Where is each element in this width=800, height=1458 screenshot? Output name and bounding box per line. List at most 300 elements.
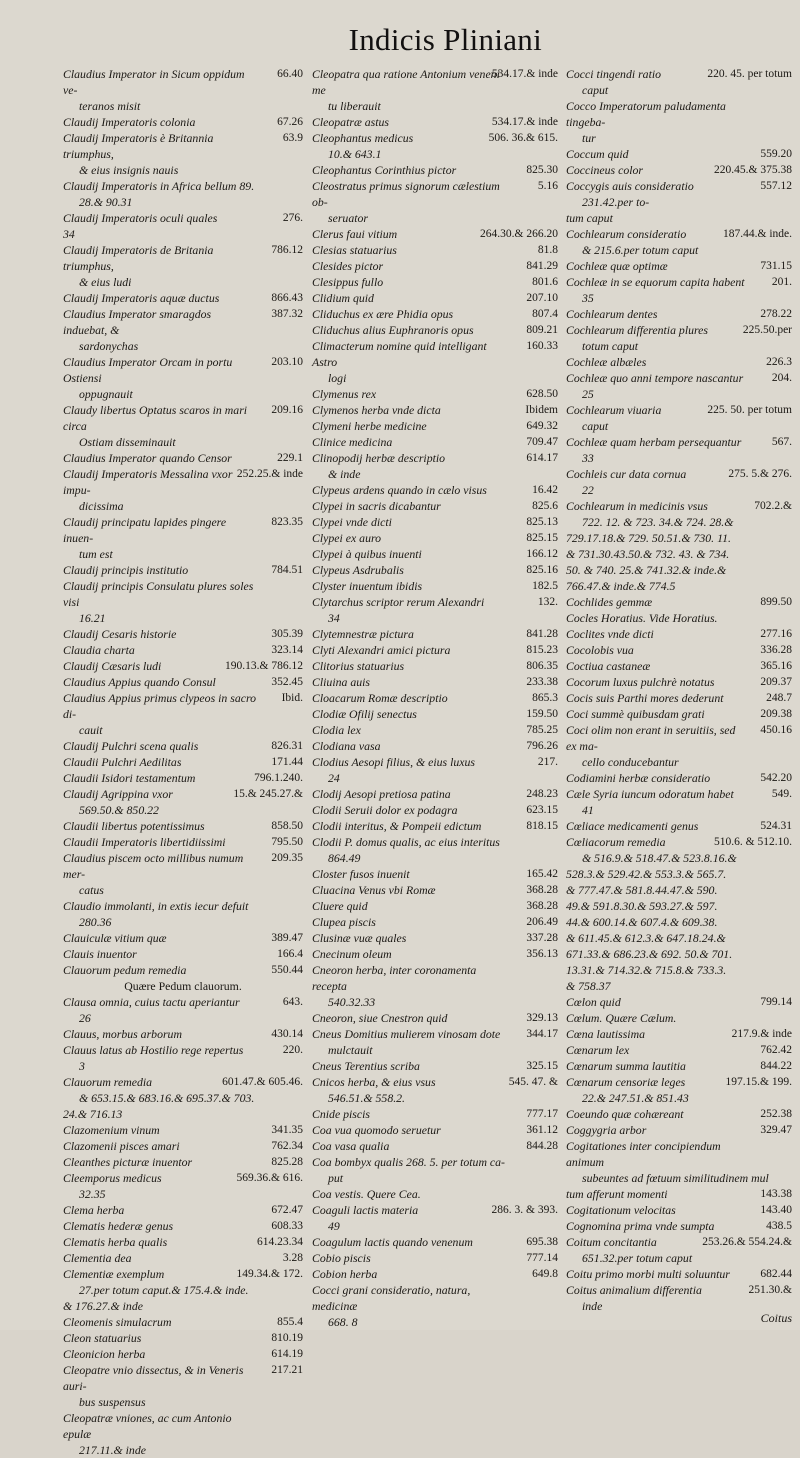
entry-continuation: 217.11.& inde — [79, 1443, 146, 1457]
entry-page-ref: 866.43 — [271, 292, 303, 304]
index-entry — [63, 1122, 303, 1138]
entry-text: Clusinæ vuæ quales — [312, 931, 407, 945]
entry-page-ref: 557.12 — [760, 180, 792, 192]
entry-page-ref: 252.25.& inde — [236, 468, 303, 480]
entry-page-ref: 825.6 — [532, 500, 558, 512]
entry-text: Cneus Domitius mulierem vinosam dote — [312, 1027, 501, 1041]
entry-continuation: 280.36 — [79, 915, 112, 929]
entry-text: Claudij Imperatoris Messalina vxor impu- — [63, 467, 233, 497]
entry-page-ref: 825.15 — [526, 532, 558, 544]
entry-page-ref: 389.47 — [271, 932, 303, 944]
index-entry — [566, 1058, 792, 1074]
entry-page-ref: 786.12 — [271, 244, 303, 256]
entry-page-ref: 197.15.& 199. — [725, 1076, 792, 1088]
index-entry — [566, 434, 792, 466]
entry-text: Cobion herba — [312, 1267, 378, 1281]
entry-text: Claudij Imperatoris oculi quales — [63, 211, 218, 225]
entry-text: Claudii Isidori testamentum — [63, 771, 196, 785]
entry-text: Clauorum pedum remedia — [63, 963, 187, 977]
entry-page-ref: 801.6 — [532, 276, 558, 288]
index-entry — [63, 962, 303, 978]
index-entry — [566, 322, 792, 354]
entry-page-ref: 438.5 — [766, 1220, 792, 1232]
index-entry — [63, 818, 303, 834]
entry-continuation: cauit — [79, 723, 103, 737]
entry-page-ref: 796.26 — [526, 740, 558, 752]
entry-continuation: 41 — [582, 803, 594, 817]
entry-page-ref: 361.12 — [526, 1124, 558, 1136]
entry-text: Claudio immolanti, in extis iecur defuit — [63, 899, 249, 913]
entry-continuation: dicissima — [79, 499, 124, 513]
index-entry — [312, 450, 558, 482]
index-entry — [566, 162, 792, 178]
index-entry — [312, 114, 558, 130]
index-entry — [63, 114, 303, 130]
entry-page-ref: 229.1 — [277, 452, 303, 464]
entry-text: Cleophantus Corinthius pictor — [312, 163, 457, 177]
entry-page-ref: 815.23 — [526, 644, 558, 656]
entry-text: Coa vestis. Quere Cea. — [312, 1187, 421, 1201]
index-entry — [566, 370, 792, 402]
entry-page-ref: 899.50 — [760, 596, 792, 608]
entry-page-ref: 806.35 — [526, 660, 558, 672]
index-entry — [312, 690, 558, 706]
entry-text: tum afferunt momenti — [566, 1187, 668, 1201]
index-entry — [566, 1010, 792, 1026]
entry-page-ref: 203.10 — [271, 356, 303, 368]
entry-text: Claudij Imperatoris de Britania triumphus, — [63, 243, 214, 273]
entry-page-ref: 709.47 — [526, 436, 558, 448]
entry-text: Cognomina prima vnde sumpta — [566, 1219, 715, 1233]
entry-page-ref: 209.38 — [760, 708, 792, 720]
index-entry — [566, 946, 792, 962]
entry-page-ref: 601.47.& 605.46. — [222, 1076, 303, 1088]
index-entry — [63, 66, 303, 114]
index-entry — [566, 658, 792, 674]
index-entry — [566, 1026, 792, 1042]
entry-text: Clesippus fullo — [312, 275, 384, 289]
entry-page-ref: 826.31 — [271, 740, 303, 752]
entry-continuation: 651.32.per totum caput — [582, 1251, 693, 1265]
entry-continuation: tur — [582, 131, 596, 145]
entry-text: Claudius Appius quando Consul — [63, 675, 216, 689]
index-entry — [312, 946, 558, 962]
entry-continuation: 10.& 643.1 — [328, 147, 382, 161]
entry-text: Claudij Imperatoris in Africa bellum 89. — [63, 179, 255, 193]
entry-page-ref: 643. — [282, 996, 303, 1008]
index-entry — [63, 978, 303, 994]
entry-continuation: 3 — [79, 1059, 85, 1073]
entry-text: Claudij principis Consulatu plures soles visi — [63, 579, 254, 609]
entry-text: Claudij Imperatoris colonia — [63, 115, 196, 129]
entry-page-ref: 762.34 — [271, 1140, 303, 1152]
index-entry — [566, 466, 792, 498]
index-entry — [312, 1074, 558, 1106]
entry-page-ref: 841.29 — [526, 260, 558, 272]
index-entry — [63, 130, 303, 178]
entry-page-ref: 368.28 — [526, 884, 558, 896]
index-entry — [566, 1202, 792, 1218]
entry-text: 528.3.& 529.42.& 553.3.& 565.7. — [566, 867, 727, 881]
entry-page-ref: 182.5 — [532, 580, 558, 592]
entry-text: Clyster inuentum ibidis — [312, 579, 423, 593]
entry-page-ref: 614.17 — [526, 452, 558, 464]
entry-continuation: & inde — [328, 467, 361, 481]
entry-page-ref: 844.22 — [760, 1060, 792, 1072]
index-entry — [566, 258, 792, 274]
entry-text: Cloacarum Romæ descriptio — [312, 691, 448, 705]
entry-text: 729.17.18.& 729. 50.51.& 730. 11. — [566, 531, 731, 545]
entry-text: Clazomenium vinum — [63, 1123, 160, 1137]
entry-text: Claudij Imperatoris è Britannia triumphus, — [63, 131, 214, 161]
entry-page-ref: 844.28 — [526, 1140, 558, 1152]
index-entry — [566, 1138, 792, 1186]
entry-text: Clauus, morbus arborum — [63, 1027, 182, 1041]
index-entry — [63, 1346, 303, 1362]
index-entry — [312, 898, 558, 914]
entry-text: Cochlearum differentia plures — [566, 323, 708, 337]
entry-page-ref: 190.13.& 786.12 — [225, 660, 303, 672]
entry-text: Cochleæ quæ optimæ — [566, 259, 668, 273]
entry-text: Cœlum. Quære Cælum. — [566, 1011, 677, 1025]
index-entry — [566, 1218, 792, 1234]
entry-page-ref: 784.51 — [271, 564, 303, 576]
entry-text: Coeundo quæ cohæreant — [566, 1107, 684, 1121]
entry-text: Claudius piscem octo millibus numum mer- — [63, 851, 244, 881]
entry-text: Clypei ex auro — [312, 531, 382, 545]
entry-text: Clausa omnia, cuius tactu aperiantur — [63, 995, 240, 1009]
entry-page-ref: 132. — [537, 596, 558, 608]
entry-page-ref: 858.50 — [271, 820, 303, 832]
entry-continuation: logi — [328, 371, 347, 385]
index-entry — [312, 754, 558, 786]
index-entry — [566, 898, 792, 914]
index-entry — [63, 306, 303, 354]
entry-text: Clodij Aesopi pretiosa patina — [312, 787, 451, 801]
index-entry — [63, 626, 303, 642]
entry-text: Claudia charta — [63, 643, 135, 657]
entry-text: Clodia lex — [312, 723, 361, 737]
index-entry — [312, 1234, 558, 1250]
entry-continuation: 49 — [328, 1219, 340, 1233]
index-entry — [566, 962, 792, 978]
entry-page-ref: 550.44 — [271, 964, 303, 976]
entry-page-ref: 275. 5.& 276. — [728, 468, 792, 480]
entry-text: Coa vasa qualia — [312, 1139, 390, 1153]
entry-page-ref: 810.19 — [271, 1332, 303, 1344]
entry-text: Cœlon quid — [566, 995, 621, 1009]
entry-continuation: tu liberauit — [328, 99, 381, 113]
index-entry — [312, 802, 558, 818]
index-entry — [63, 1074, 303, 1106]
index-entry — [63, 1410, 303, 1458]
entry-text: Cæle Syria iuncum odoratum habet — [566, 787, 734, 801]
entry-text: Claudy libertus Optatus scaros in mari circa — [63, 403, 248, 433]
index-entry — [566, 1266, 792, 1282]
index-entry — [566, 530, 792, 546]
entry-text: Clementia dea — [63, 1251, 132, 1265]
index-entry — [312, 914, 558, 930]
entry-continuation: teranos misit — [79, 99, 141, 113]
entry-continuation: catus — [79, 883, 104, 897]
entry-text: Cluacina Venus vbi Romæ — [312, 883, 436, 897]
entry-page-ref: 278.22 — [760, 308, 792, 320]
entry-text: Claudij Pulchri scena qualis — [63, 739, 199, 753]
entry-page-ref: 702.2.& — [754, 500, 792, 512]
entry-text: Cliduchus alius Euphranoris opus — [312, 323, 474, 337]
entry-page-ref: 524.31 — [760, 820, 792, 832]
entry-text: Coagulum lactis quando venenum — [312, 1235, 473, 1249]
entry-page-ref: 608.33 — [271, 1220, 303, 1232]
index-entry — [566, 706, 792, 722]
entry-page-ref: 171.44 — [271, 756, 303, 768]
index-entry — [566, 818, 792, 834]
index-entry — [312, 1250, 558, 1266]
index-entry — [312, 1058, 558, 1074]
entry-text: Coitu primo morbi multi soluuntur — [566, 1267, 730, 1281]
index-entry — [63, 642, 303, 658]
entry-page-ref: 695.38 — [526, 1236, 558, 1248]
entry-continuation: 24 — [328, 771, 340, 785]
entry-text: Cleomenis simulacrum — [63, 1315, 172, 1329]
entry-continuation: inde — [582, 1299, 603, 1313]
entry-text: Clerus faui vitium — [312, 227, 398, 241]
index-entry — [566, 66, 792, 98]
entry-text: Clesias statuarius — [312, 243, 397, 257]
entry-page-ref: 344.17 — [526, 1028, 558, 1040]
entry-text: Cœliacorum remedia — [566, 835, 666, 849]
entry-text: Cochlides gemmæ — [566, 595, 653, 609]
index-entry — [63, 1218, 303, 1234]
entry-text: Clypei à quibus inuenti — [312, 547, 422, 561]
entry-text: 49.& 591.8.30.& 593.27.& 597. — [566, 899, 718, 913]
index-entry — [566, 546, 792, 562]
entry-text: Cogitationes inter concipiendum animum — [566, 1139, 721, 1169]
index-entry — [312, 1010, 558, 1026]
entry-text: Clymenus rex — [312, 387, 377, 401]
entry-text: Cochlearum in medicinis vsus — [566, 499, 708, 513]
entry-page-ref: 252.38 — [760, 1108, 792, 1120]
index-entry — [566, 306, 792, 322]
entry-page-ref: 248.7 — [766, 692, 792, 704]
entry-text: Coa bombyx qualis 268. 5. per totum ca- — [312, 1155, 505, 1169]
entry-continuation: & eius insignis nauis — [79, 163, 179, 177]
index-entry — [63, 898, 303, 930]
index-entry — [312, 226, 558, 242]
index-entry — [566, 882, 792, 898]
entry-page-ref: 450.16 — [760, 724, 792, 736]
index-entry — [566, 578, 792, 594]
index-entry — [566, 1282, 792, 1314]
entry-text: Clodii interitus, & Pompeii edictum — [312, 819, 482, 833]
index-entry — [312, 818, 558, 834]
entry-page-ref: 220. 45. per totum — [707, 68, 792, 80]
entry-text: Cnicos herba, & eius vsus — [312, 1075, 436, 1089]
index-entry — [63, 466, 303, 514]
entry-page-ref: 649.32 — [526, 420, 558, 432]
index-entry — [312, 242, 558, 258]
index-entry — [566, 354, 792, 370]
index-entry — [566, 642, 792, 658]
index-entry — [566, 978, 792, 994]
entry-page-ref: 209.35 — [271, 852, 303, 864]
index-entry — [312, 562, 558, 578]
index-entry — [63, 1330, 303, 1346]
index-entry — [566, 98, 792, 146]
entry-continuation: Ostiam disseminauit — [79, 435, 176, 449]
entry-continuation: 22.& 247.51.& 851.43 — [582, 1091, 689, 1105]
entry-page-ref: 329.47 — [760, 1124, 792, 1136]
entry-text: Clementiæ exemplum — [63, 1267, 165, 1281]
index-entry — [566, 146, 792, 162]
entry-text: Cochleæ quam herbam persequantur — [566, 435, 742, 449]
entry-text: Cleemporus medicus — [63, 1171, 162, 1185]
index-entry — [312, 1154, 558, 1186]
index-entry — [566, 498, 792, 530]
entry-page-ref: 825.28 — [271, 1156, 303, 1168]
index-entry — [566, 770, 792, 786]
entry-page-ref: 15.& 245.27.& — [233, 788, 303, 800]
entry-page-ref: 682.44 — [760, 1268, 792, 1280]
entry-continuation: 569.50.& 850.22 — [79, 803, 159, 817]
index-entry — [312, 658, 558, 674]
index-entry — [63, 1250, 303, 1266]
entry-text: Coccineus color — [566, 163, 643, 177]
index-entry — [566, 594, 792, 610]
index-entry — [312, 1186, 558, 1202]
entry-text: Clypeus Asdrubalis — [312, 563, 404, 577]
index-entry — [63, 178, 303, 210]
index-entry — [63, 450, 303, 466]
entry-page-ref: 614.19 — [271, 1348, 303, 1360]
entry-text: Clauiculæ vitium quæ — [63, 931, 167, 945]
index-columns — [0, 66, 800, 1457]
index-entry — [566, 1106, 792, 1122]
entry-page-ref: 233.38 — [526, 676, 558, 688]
index-entry — [566, 690, 792, 706]
entry-continuation: 540.32.33 — [328, 995, 376, 1009]
entry-text: Cnide piscis — [312, 1107, 370, 1121]
index-entry — [63, 1026, 303, 1042]
entry-text: Clesides pictor — [312, 259, 384, 273]
entry-text: Clodii Seruii dolor ex podagra — [312, 803, 458, 817]
index-entry — [63, 1314, 303, 1330]
entry-text: Coitum concitantia — [566, 1235, 657, 1249]
index-entry — [63, 1266, 303, 1298]
entry-continuation: mulctauit — [328, 1043, 373, 1057]
entry-page-ref: 368.28 — [526, 900, 558, 912]
entry-page-ref: 510.6. & 512.10. — [714, 836, 792, 848]
entry-page-ref: 672.47 — [271, 1204, 303, 1216]
entry-text: Clodiæ Ofilij senectus — [312, 707, 417, 721]
entry-text: Closter fusos inuenit — [312, 867, 410, 881]
entry-text: Coclites vnde dicti — [566, 627, 654, 641]
entry-text: Cochlearum consideratio — [566, 227, 687, 241]
entry-page-ref: 166.4 — [277, 948, 303, 960]
index-entry — [312, 1122, 558, 1138]
index-entry — [566, 834, 792, 866]
entry-page-ref: 865.3 — [532, 692, 558, 704]
index-entry — [312, 290, 558, 306]
entry-text: Cleophantus medicus — [312, 131, 414, 145]
index-entry — [566, 610, 792, 626]
index-entry — [566, 626, 792, 642]
index-entry — [63, 1170, 303, 1202]
index-entry — [312, 786, 558, 802]
entry-text: Coccygis auis consideratio — [566, 179, 694, 193]
index-entry — [312, 962, 558, 1010]
entry-text: Cochleæ quo anni tempore nascantur — [566, 371, 744, 385]
entry-text: Coa vua quomodo seruetur — [312, 1123, 441, 1137]
index-entry — [312, 498, 558, 514]
entry-text: 24.& 716.13 — [63, 1107, 123, 1121]
index-entry — [312, 306, 558, 322]
index-column-3 — [566, 66, 792, 1314]
entry-page-ref: 549. — [771, 788, 792, 800]
entry-continuation: 26 — [79, 1011, 91, 1025]
entry-text: Clidium quid — [312, 291, 374, 305]
entry-page-ref: 81.8 — [537, 244, 558, 256]
entry-text: Cochleis cur data cornua — [566, 467, 687, 481]
entry-page-ref: 251.30.& — [748, 1284, 792, 1296]
entry-page-ref: 217.21 — [271, 1364, 303, 1376]
entry-text: Clymeni herbe medicine — [312, 419, 427, 433]
entry-text: Cocco Imperatorum paludamenta tingeba- — [566, 99, 726, 129]
index-entry — [63, 1234, 303, 1250]
entry-text: Clymenos herba vnde dicta — [312, 403, 441, 417]
entry-text: Claudij Cesaris historie — [63, 627, 177, 641]
entry-text: Clinice medicina — [312, 435, 393, 449]
entry-page-ref: 166.12 — [526, 548, 558, 560]
entry-continuation: 28.& 90.31 — [79, 195, 133, 209]
entry-text: Clypei in sacris dicabantur — [312, 499, 441, 513]
entry-text: Coccum quid — [566, 147, 629, 161]
entry-page-ref: 325.15 — [526, 1060, 558, 1072]
entry-page-ref: 220. — [282, 1044, 303, 1056]
index-entry — [566, 1074, 792, 1106]
entry-page-ref: 225. 50. per totum — [707, 404, 792, 416]
entry-page-ref: 286. 3. & 393. — [491, 1204, 558, 1216]
index-entry — [312, 514, 558, 530]
entry-text: Cocis suis Parthi mores dederunt — [566, 691, 724, 705]
index-entry — [63, 994, 303, 1026]
entry-continuation: 35 — [582, 291, 594, 305]
entry-page-ref: 149.34.& 172. — [236, 1268, 303, 1280]
index-entry — [312, 434, 558, 450]
index-entry — [566, 866, 792, 882]
entry-text: Claudii Pulchri Aedilitas — [63, 755, 182, 769]
entry-text: & 758.37 — [566, 979, 611, 993]
entry-continuation: bus suspensus — [79, 1395, 146, 1409]
index-entry — [566, 274, 792, 306]
entry-text: Clyti Alexandri amici pictura — [312, 643, 451, 657]
entry-continuation: 25 — [582, 387, 594, 401]
entry-page-ref: 248.23 — [526, 788, 558, 800]
entry-text: Cneus Terentius scriba — [312, 1059, 420, 1073]
entry-text: Cœnarum censoriæ leges — [566, 1075, 686, 1089]
entry-text: Clupea piscis — [312, 915, 376, 929]
entry-text: Cliuina auis — [312, 675, 371, 689]
index-entry — [63, 754, 303, 770]
entry-text: Claudij Imperatoris aquæ ductus — [63, 291, 220, 305]
page-title: Indicis Pliniani — [348, 22, 542, 57]
entry-continuation: 22 — [582, 483, 594, 497]
entry-page-ref: 63.9 — [282, 132, 303, 144]
entry-text: Cleanthes picturæ inuentor — [63, 1155, 193, 1169]
entry-text: 13.31.& 714.32.& 715.8.& 733.3. — [566, 963, 727, 977]
index-entry — [312, 1026, 558, 1058]
entry-page-ref: 777.17 — [526, 1108, 558, 1120]
